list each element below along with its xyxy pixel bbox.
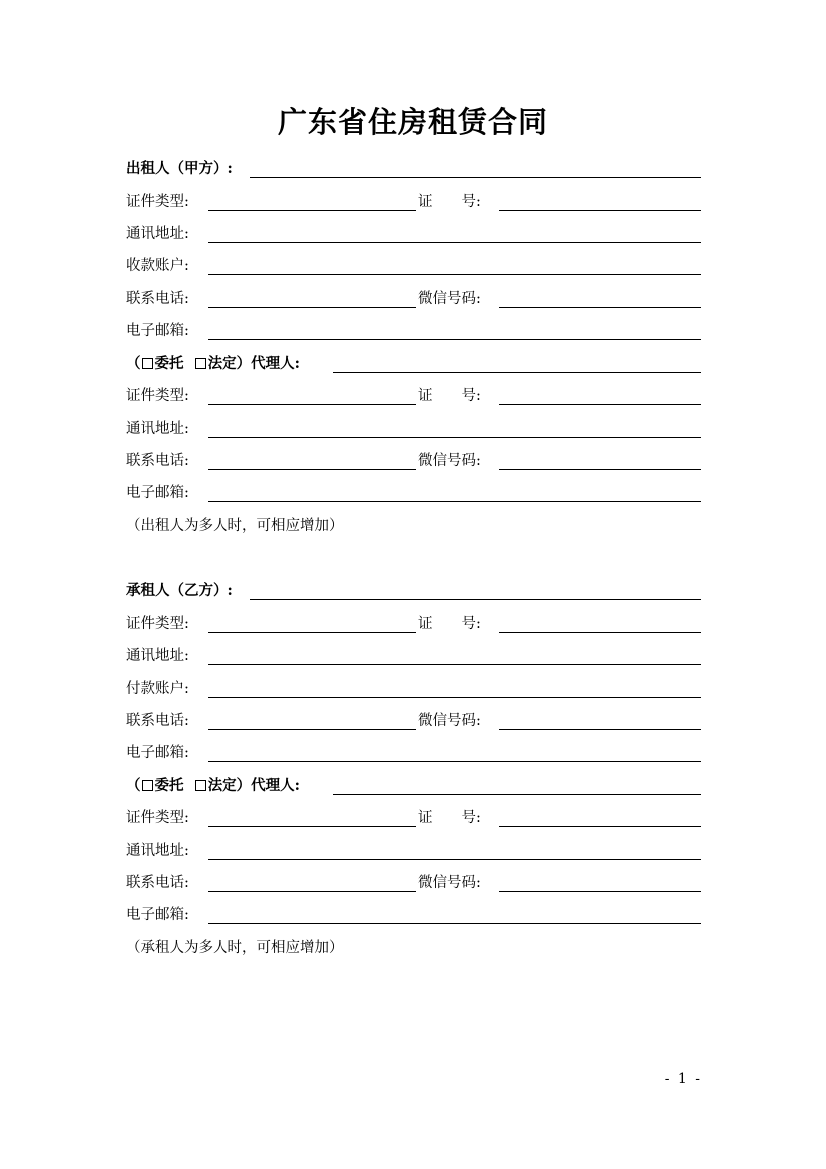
lessee-agent-label [126,775,300,797]
lessee-agent-phone-field[interactable] [208,891,416,892]
lessor-phone-label: 联系电话: [126,291,189,307]
lessor-agent-id-row [126,385,701,407]
lessee-account-row [126,678,701,700]
lessor-id-type-field[interactable] [208,210,416,211]
lessor-address-label: 通讯地址: [126,226,189,242]
lessor-agent-row [126,353,701,375]
lessor-agent-address-row [126,418,701,440]
lessee-agent-email-label: 电子邮箱: [126,907,189,923]
lessee-email-row [126,742,701,764]
lessor-agent-wechat-label: 微信号码: [418,453,481,469]
lessor-agent-email-label: 电子邮箱: [126,485,189,501]
lessor-agent-phone-label: 联系电话: [126,453,189,469]
lessor-account-label: 收款账户: [126,258,189,274]
lessee-agent-entrusted-label: 委托 [154,777,184,794]
lessee-id-no-label: 证 号: [418,616,481,632]
lessor-agent-id-no-field[interactable] [499,404,701,405]
lessor-agent-email-field[interactable] [208,501,701,502]
lessor-name-row [126,158,701,180]
lessor-agent-id-no-label: 证 号: [418,388,481,404]
lessor-address-row [126,223,701,245]
lessee-wechat-label: 微信号码: [418,713,481,729]
lessor-agent-id-type-label: 证件类型: [126,388,189,404]
lessee-agent-row [126,775,701,797]
lessor-wechat-field[interactable] [499,307,701,308]
lessee-agent-entrusted-checkbox[interactable] [142,780,153,791]
lessor-id-no-field[interactable] [499,210,701,211]
lessor-agent-phone-field[interactable] [208,469,416,470]
lessee-email-label: 电子邮箱: [126,745,189,761]
lessor-name-field[interactable] [250,177,701,178]
lessor-agent-close-label: ）代理人: [236,355,300,372]
lessor-agent-address-field[interactable] [208,437,701,438]
lessee-address-field[interactable] [208,664,701,665]
lessor-address-field[interactable] [208,242,701,243]
lessor-agent-name-field[interactable] [333,372,701,373]
lessee-agent-legal-checkbox[interactable] [195,780,206,791]
lessor-agent-label [126,353,300,375]
lessor-phone-row [126,288,701,310]
lessee-name-field[interactable] [250,599,701,600]
lessee-email-field[interactable] [208,761,701,762]
lessor-agent-entrusted-label: 委托 [154,355,184,372]
lessor-id-no-label: 证 号: [418,194,481,210]
lessee-agent-phone-row [126,872,701,894]
lessee-agent-id-no-label: 证 号: [418,810,481,826]
lessee-agent-email-row [126,904,701,926]
lessor-email-field[interactable] [208,339,701,340]
lessor-id-row [126,191,701,213]
lessor-email-label: 电子邮箱: [126,323,189,339]
lessor-agent-email-row [126,482,701,504]
lessee-account-label: 付款账户: [126,681,189,697]
lessee-agent-id-no-field[interactable] [499,826,701,827]
lessee-id-no-field[interactable] [499,632,701,633]
lessor-wechat-label: 微信号码: [418,291,481,307]
lessee-agent-address-row [126,840,701,862]
lessor-agent-open-paren: （ [126,355,141,372]
contract-title: 广东省住房租赁合同 [277,105,548,139]
lessee-name-row [126,580,701,602]
lessee-agent-legal-label: 法定 [207,777,237,794]
lessee-wechat-field[interactable] [499,729,701,730]
lessee-agent-phone-label: 联系电话: [126,875,189,891]
lessor-account-field[interactable] [208,274,701,275]
lessee-phone-label: 联系电话: [126,713,189,729]
lessee-agent-wechat-label: 微信号码: [418,875,481,891]
lessee-note: （承租人为多人时，可相应增加） [126,940,344,956]
lessee-agent-id-type-label: 证件类型: [126,810,189,826]
lessee-phone-row [126,710,701,732]
lessor-party-label: 出租人（甲方）: [126,160,233,177]
lessor-account-row [126,255,701,277]
lessee-agent-name-field[interactable] [333,794,701,795]
lessor-email-row [126,320,701,342]
lessor-agent-wechat-field[interactable] [499,469,701,470]
page-number: - 1 - [664,1071,702,1087]
lessee-id-row [126,613,701,635]
lessee-agent-open-paren: （ [126,777,141,794]
lessee-agent-id-type-field[interactable] [208,826,416,827]
lessee-agent-id-row [126,807,701,829]
lessor-phone-field[interactable] [208,307,416,308]
lessee-address-row [126,645,701,667]
lessor-agent-address-label: 通讯地址: [126,421,189,437]
lessor-id-type-label: 证件类型: [126,194,189,210]
lessor-agent-entrusted-checkbox[interactable] [142,358,153,369]
lessor-agent-legal-label: 法定 [207,355,237,372]
lessee-phone-field[interactable] [208,729,416,730]
lessee-agent-close-label: ）代理人: [236,777,300,794]
lessor-note: （出租人为多人时，可相应增加） [126,518,344,534]
lessee-address-label: 通讯地址: [126,648,189,664]
lessee-id-type-field[interactable] [208,632,416,633]
lessee-party-label: 承租人（乙方）: [126,582,233,599]
lessor-agent-legal-checkbox[interactable] [195,358,206,369]
lessee-id-type-label: 证件类型: [126,616,189,632]
lessee-agent-address-field[interactable] [208,859,701,860]
lessor-agent-phone-row [126,450,701,472]
lessor-agent-id-type-field[interactable] [208,404,416,405]
lessee-agent-email-field[interactable] [208,923,701,924]
lessee-account-field[interactable] [208,697,701,698]
lessee-agent-wechat-field[interactable] [499,891,701,892]
lessee-agent-address-label: 通讯地址: [126,843,189,859]
